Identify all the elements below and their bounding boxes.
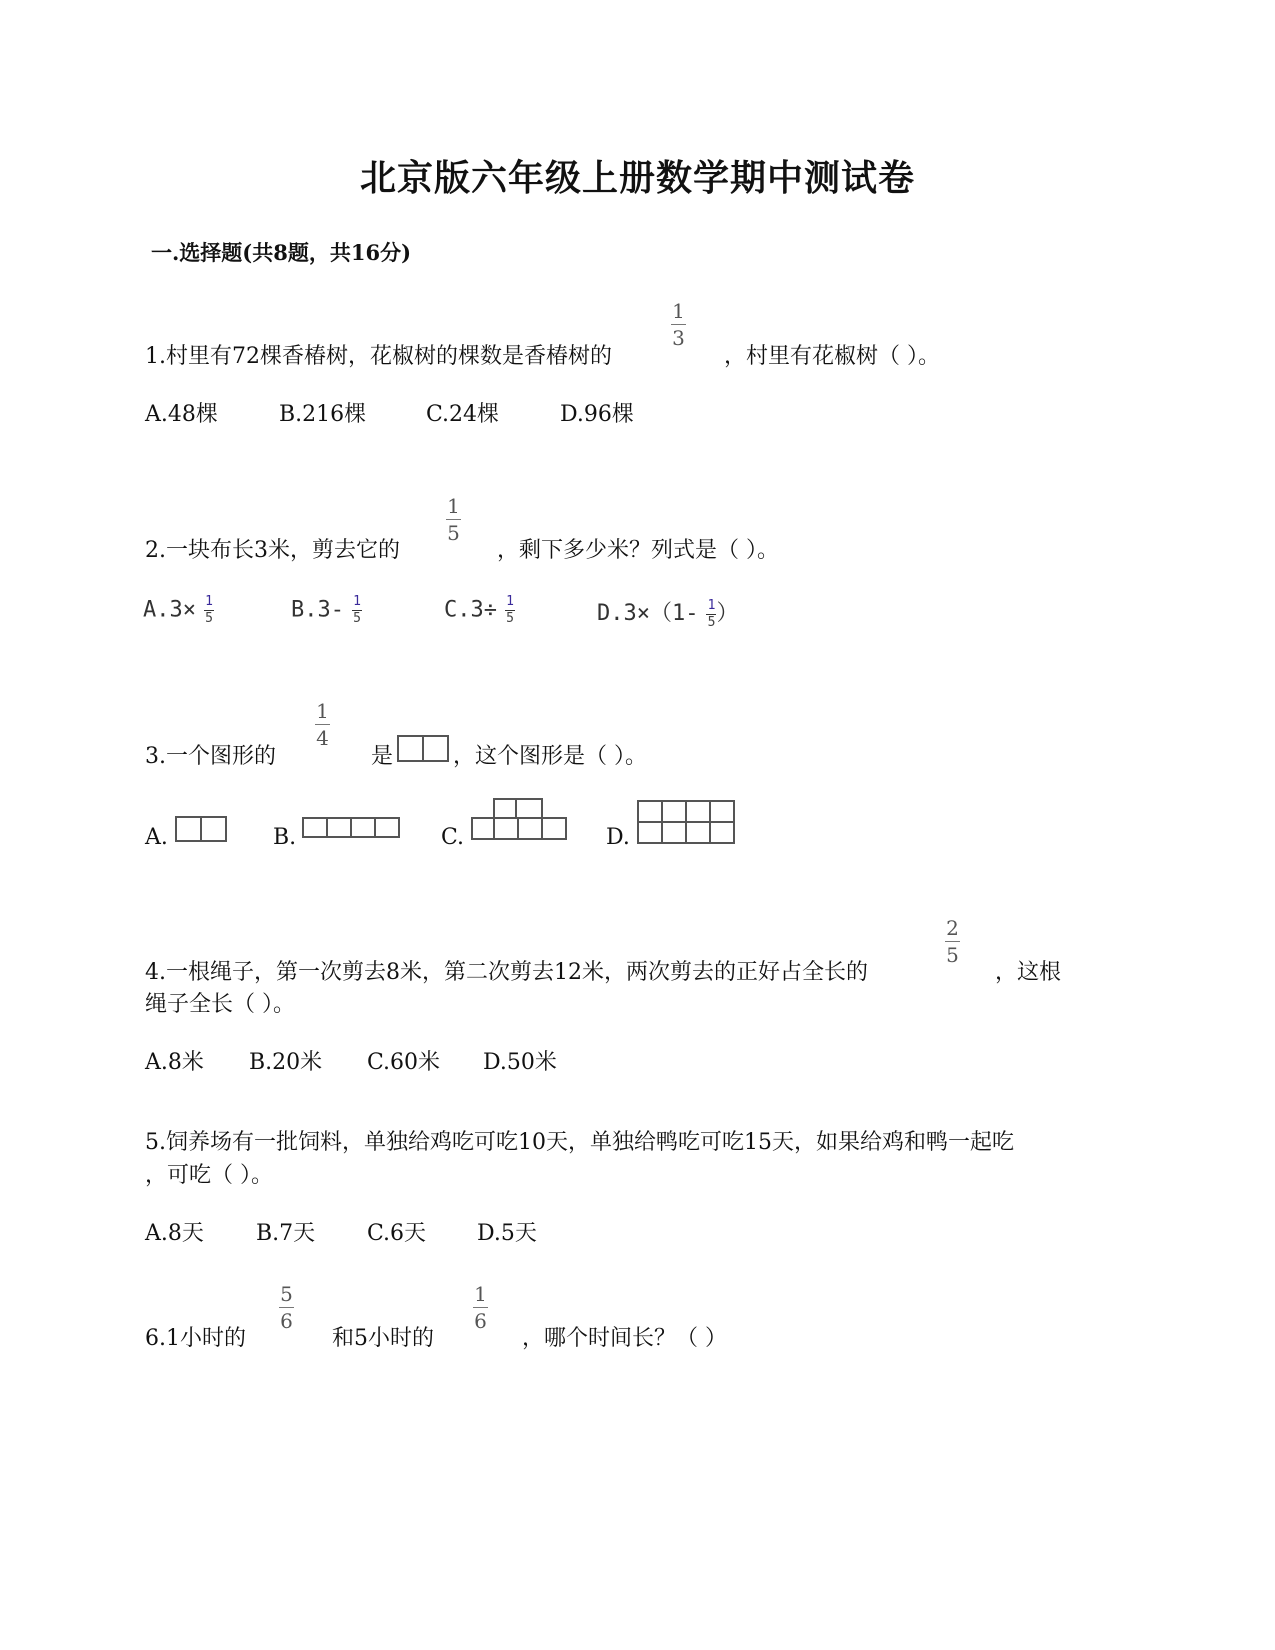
question-2-fraction — [446, 495, 461, 544]
q2-option-d[interactable] — [597, 596, 739, 629]
fraction-denominator: 6 — [280, 1309, 293, 1333]
question-6-text-end: ，哪个时间长？（ ） — [522, 1326, 727, 1351]
q1-option-c[interactable]: C.24棵 — [426, 402, 500, 427]
option-fraction: $\frac{1}{5}$ — [707, 597, 716, 630]
q1-option-b[interactable]: B.216棵 — [279, 402, 367, 427]
option-fraction: $\frac{1}{5}$ — [353, 594, 361, 626]
q4-option-c[interactable]: C.60米 — [367, 1050, 441, 1075]
q1-option-a[interactable]: A.48棵 — [145, 402, 218, 427]
option-label: D.3×（1- — [597, 601, 699, 626]
question-2-text: 2.一块布长3米，剪去它的 — [145, 538, 400, 563]
question-4-text-line2: 绳子全长（ ）。 — [145, 992, 295, 1017]
fraction-numerator: 1 — [672, 299, 685, 323]
question-4-fraction — [945, 917, 960, 966]
question-1-text-end: ，村里有花椒树（ ）。 — [724, 344, 940, 369]
question-3-fraction — [315, 700, 330, 749]
fraction-numerator: 2 — [946, 916, 959, 940]
question-3-text: 3.一个图形的 — [145, 744, 276, 769]
q5-option-c[interactable]: C.6天 — [367, 1221, 427, 1246]
q3-option-d-label[interactable]: D. — [606, 825, 630, 850]
question-3-text-end: ，这个图形是（ ）。 — [453, 744, 647, 769]
question-5-text-line2: ，可吃（ ）。 — [145, 1163, 273, 1188]
option-label-end: ） — [716, 601, 739, 626]
q3-option-b-label[interactable]: B. — [273, 825, 297, 850]
question-4-text: 4.一根绳子，第一次剪去8米，第二次剪去12米，两次剪去的正好占全长的 — [145, 960, 868, 985]
fraction-denominator: 3 — [672, 326, 685, 350]
question-6-fraction-1 — [279, 1283, 294, 1332]
question-4-text-end: ，这根 — [995, 960, 1062, 985]
q3-option-a-figure[interactable] — [175, 816, 227, 842]
question-3-figure — [397, 735, 449, 762]
question-1-text: 1.村里有72棵香椿树，花椒树的棵数是香椿树的 — [145, 344, 612, 369]
fraction-numerator: 1 — [447, 494, 460, 518]
option-label: C.3÷ — [444, 597, 497, 623]
question-6-fraction-2 — [473, 1283, 488, 1332]
option-label: B.3- — [291, 597, 344, 623]
q4-option-b[interactable]: B.20米 — [249, 1050, 323, 1075]
question-3-text-mid: 是 — [371, 744, 394, 769]
fraction-numerator: 1 — [474, 1282, 487, 1306]
question-6-text-mid: 和5小时的 — [332, 1326, 434, 1351]
question-5-text: 5.饲养场有一批饲料，单独给鸡吃可吃10天，单独给鸭吃可吃15天，如果给鸡和鸭一起吃 — [145, 1130, 1014, 1155]
q5-option-b[interactable]: B.7天 — [256, 1221, 316, 1246]
fraction-denominator: 6 — [474, 1309, 487, 1333]
option-label: A.3× — [143, 597, 196, 623]
fraction-numerator: 1 — [316, 699, 329, 723]
q5-option-a[interactable]: A.8天 — [145, 1221, 204, 1246]
q5-option-d[interactable]: D.5天 — [477, 1221, 537, 1246]
q2-option-b[interactable] — [291, 596, 362, 625]
fraction-denominator: 5 — [946, 943, 959, 967]
q3-option-c-label[interactable]: C. — [441, 825, 465, 850]
q4-option-d[interactable]: D.50米 — [483, 1050, 557, 1075]
section-heading: 一.选择题(共8题，共16分) — [151, 240, 412, 265]
q2-option-a[interactable] — [143, 596, 214, 625]
question-1-fraction — [671, 300, 686, 349]
question-2-text-end: ，剩下多少米？列式是（ ）。 — [497, 538, 779, 563]
option-fraction: $\frac{1}{5}$ — [205, 594, 213, 626]
q3-option-b-figure[interactable] — [302, 817, 400, 838]
q4-option-a[interactable]: A.8米 — [145, 1050, 204, 1075]
question-6-text: 6.1小时的 — [145, 1326, 246, 1351]
q1-option-d[interactable]: D.96棵 — [560, 402, 634, 427]
q3-option-a-label[interactable]: A. — [145, 825, 168, 850]
q3-option-c-figure[interactable] — [471, 798, 567, 840]
fraction-numerator: 5 — [280, 1282, 293, 1306]
fraction-denominator: 5 — [447, 521, 460, 545]
fraction-denominator: 4 — [316, 726, 329, 750]
page-title: 北京版六年级上册数学期中测试卷 — [359, 157, 915, 199]
q2-option-c[interactable] — [444, 596, 515, 625]
q3-option-d-figure[interactable] — [637, 800, 735, 844]
option-fraction: $\frac{1}{5}$ — [506, 594, 514, 626]
